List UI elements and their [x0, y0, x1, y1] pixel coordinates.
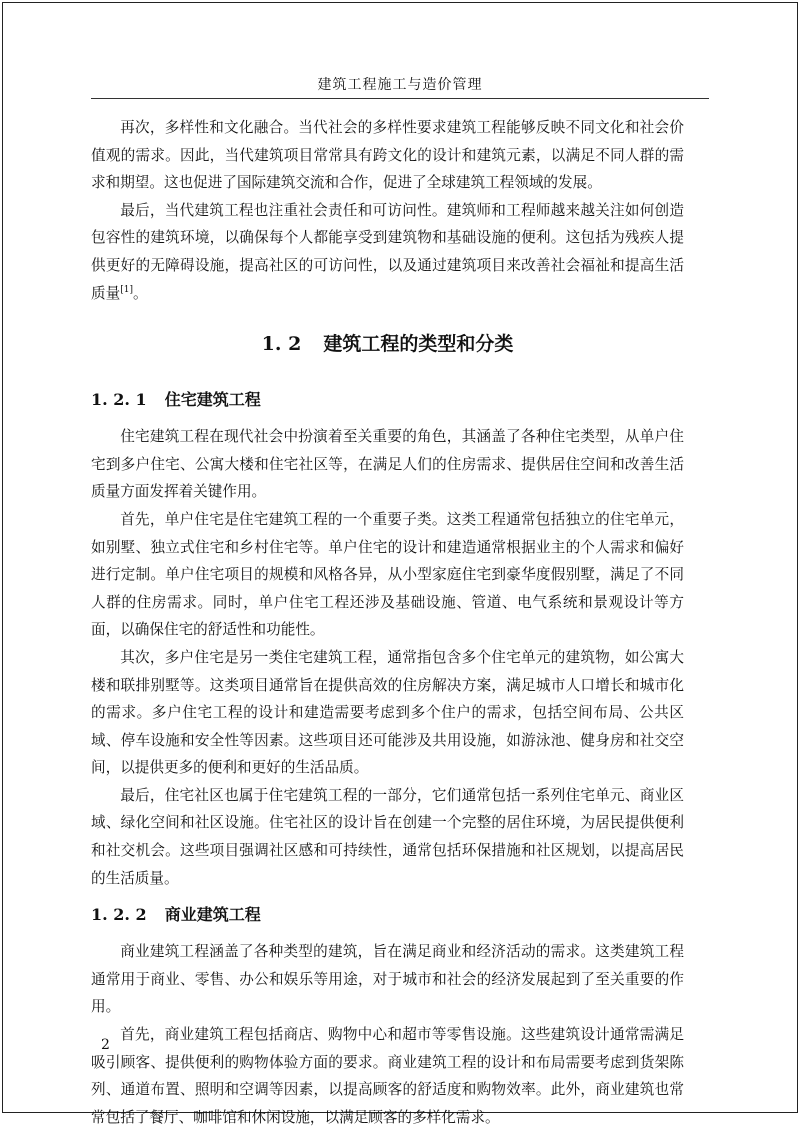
paragraph-text: 最后，当代建筑工程也注重社会责任和可访问性。建筑师和工程师越来越关注如何创造包容性的建筑环境，以确保每个人都能享受到建筑物和基础设施的便利。这包括为残疾人提供更好的无障碍设施，提高社区的可访问性，以及通过建筑项目来改善社会福祉和提高生活质量 [91, 201, 684, 302]
paragraph: 住宅建筑工程在现代社会中扮演着至关重要的角色，其涵盖了各种住宅类型，从单户住宅到多户住宅、公寓大楼和住宅社区等，在满足人们的住房需求、提供居住空间和改善生活质量方面发挥着关键作用。 [91, 428, 684, 501]
paragraph: 首先，商业建筑工程包括商店、购物中心和超市等零售设施。这些建筑设计通常需满足吸引顾客、提供便利的购物体验方面的要求。商业建筑工程的设计和布局需要考虑到货架陈列、通道布置、照明和空调等因素，以提高顾客的舒适度和购物效率。此外，商业建筑也常常包括了餐厅、咖啡馆和休闲设施，以满足顾客的多样化需求。 [91, 1026, 684, 1126]
subsection-number: 1. 2. 1 [91, 390, 147, 410]
citation-marker[interactable]: [1] [120, 284, 133, 295]
paragraph-end: 。 [132, 284, 148, 302]
section-number: 1. 2 [261, 333, 302, 356]
subsection-title: 商业建筑工程 [164, 905, 261, 925]
section-title: 建筑工程的类型和分类 [323, 333, 514, 356]
body-text [91, 114, 684, 1131]
paragraph: 首先，单户住宅是住宅建筑工程的一个重要子类。这类工程通常包括独立的住宅单元，如别墅、独立式住宅和乡村住宅等。单户住宅的设计和建造通常根据业主的个人需求和偏好进行定制。单户住宅项目的规模和风格各异，从小型家庭住宅到豪华度假别墅，满足了不同人群的住房需求。同时，单户住宅工程还涉及基础设施、管道、电气系统和景观设计等方面，以确保住宅的舒适性和功能性。 [91, 510, 684, 639]
subsection-heading [91, 385, 684, 415]
subsection-heading [91, 900, 684, 930]
paragraph [91, 197, 684, 307]
running-header: 建筑工程施工与造价管理 [91, 74, 709, 99]
subsection-number: 1. 2. 2 [91, 905, 147, 925]
section-heading [91, 329, 684, 359]
paragraph: 再次，多样性和文化融合。当代社会的多样性要求建筑工程能够反映不同文化和社会价值观的需求。因此，当代建筑项目常常具有跨文化的设计和建筑元素，以满足不同人群的需求和期望。这也促进了国际建筑交流和合作，促进了全球建筑工程领域的发展。 [91, 119, 684, 192]
subsection-title: 住宅建筑工程 [164, 390, 261, 410]
paragraph: 其次，多户住宅是另一类住宅建筑工程，通常指包含多个住宅单元的建筑物，如公寓大楼和联排别墅等。这类项目通常旨在提供高效的住房解决方案，满足城市人口增长和城市化的需求。多户住宅工程的设计和建造需要考虑到多个住户的需求，包括空间布局、公共区域、停车设施和安全性等因素。这些项目还可能涉及共用设施，如游泳池、健身房和社交空间，以提供更多的便利和更好的生活品质。 [91, 648, 684, 777]
page-number: 2 [101, 1037, 110, 1053]
paragraph: 商业建筑工程涵盖了各种类型的建筑，旨在满足商业和经济活动的需求。这类建筑工程通常用于商业、零售、办公和娱乐等用途，对于城市和社会的经济发展起到了至关重要的作用。 [91, 943, 684, 1016]
paragraph: 最后，住宅社区也属于住宅建筑工程的一部分，它们通常包括一系列住宅单元、商业区域、绿化空间和社区设施。住宅社区的设计旨在创建一个完整的居住环境，为居民提供便利和社交机会。这些项目强调社区感和可持续性，通常包括环保措施和社区规划，以提高居民的生活质量。 [91, 786, 684, 887]
